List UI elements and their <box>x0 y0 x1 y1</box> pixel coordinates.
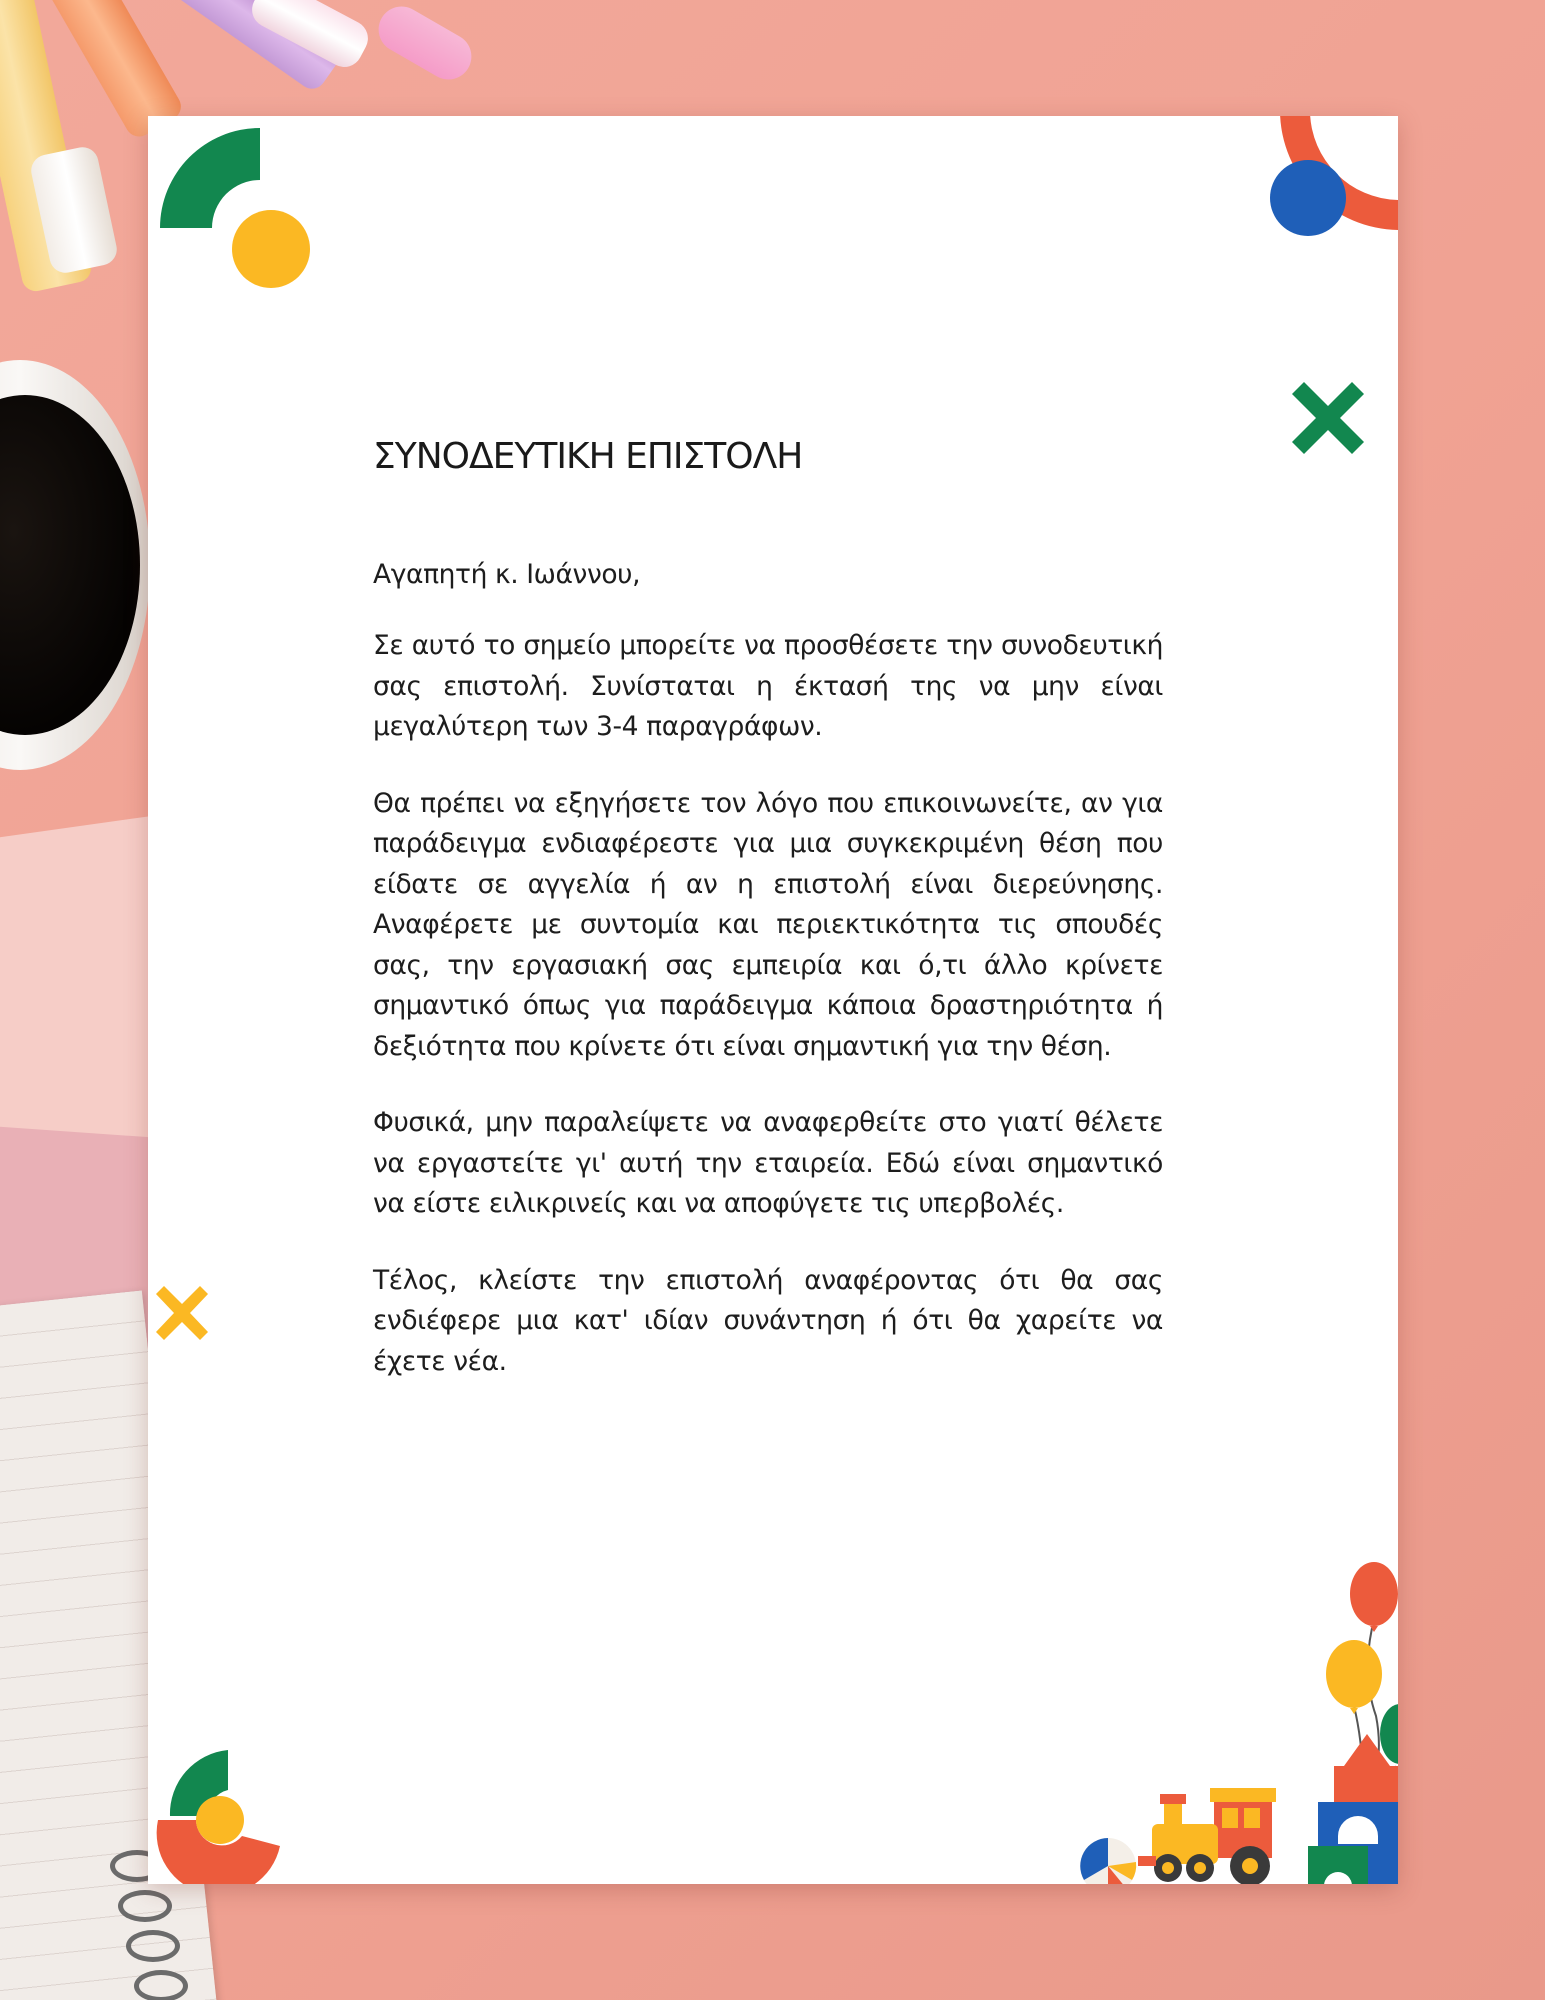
letter-page <box>148 116 1398 1884</box>
beach-ball-icon <box>1078 1836 1138 1884</box>
green-x-icon <box>1290 380 1366 456</box>
letter-paragraph: Σε αυτό το σημείο μπορείτε να προσθέσετε την συνοδευτική σας επιστολή. Συνίσταται η έκτασή της να μην είναι μεγαλύτερη των 3-4 παραγράφων. <box>373 630 1163 742</box>
green-arc-yellow-dot-icon <box>160 124 310 294</box>
letter-paragraph: Θα πρέπει να εξηγήσετε τον λόγο που επικοινωνείτε, αν για παράδειγμα ενδιαφέρεστε για μια συγκεκριμένη θέση που είδατε σε αγγελία ή αν η επιστολή είναι διερεύνησης. Αναφέρετε με συντομία και περιεκτικότητα τις σπουδές σας, την εργασιακή σας εμπειρία και ό,τι άλλο κρίνετε σημαντικό όπως για παράδειγμα κάποια δραστηριότητα ή δεξιότητα που κρίνετε ότι είναι σημαντική για την θέση. <box>373 787 1163 1062</box>
letter-greeting: Αγαπητή κ. Ιωάννου, <box>373 559 641 590</box>
toy-train-icon <box>1138 1776 1308 1884</box>
notebook-ring <box>118 1890 172 1922</box>
notebook-ring <box>134 1970 188 2000</box>
letter-title: ΣΥΝΟΔΕΥΤΙΚΗ ΕΠΙΣΤΟΛΗ <box>373 436 803 477</box>
letter-content <box>373 436 1163 1382</box>
yellow-x-icon <box>154 1284 210 1342</box>
multicolor-arc-icon <box>156 1746 286 1884</box>
letter-paragraph: Τέλος, κλείστε την επιστολή αναφέροντας ότι θα σας ενδιέφερε μια κατ' ιδίαν συνάντηση ή ότι θα χαρείτε να έχετε νέα. <box>373 1264 1163 1377</box>
letter-paragraph: Φυσικά, μην παραλείψετε να αναφερθείτε στο γιατί θέλετε να εργαστείτε γι' αυτή την εταιρεία. Εδώ είναι σημαντικό να είστε ειλικρινείς και να αποφύγετε τις υπερβολές. <box>373 1107 1163 1219</box>
notebook-ring <box>126 1930 180 1962</box>
pink-marker-tip <box>370 0 480 88</box>
red-ring-blue-dot-icon <box>1270 116 1398 242</box>
